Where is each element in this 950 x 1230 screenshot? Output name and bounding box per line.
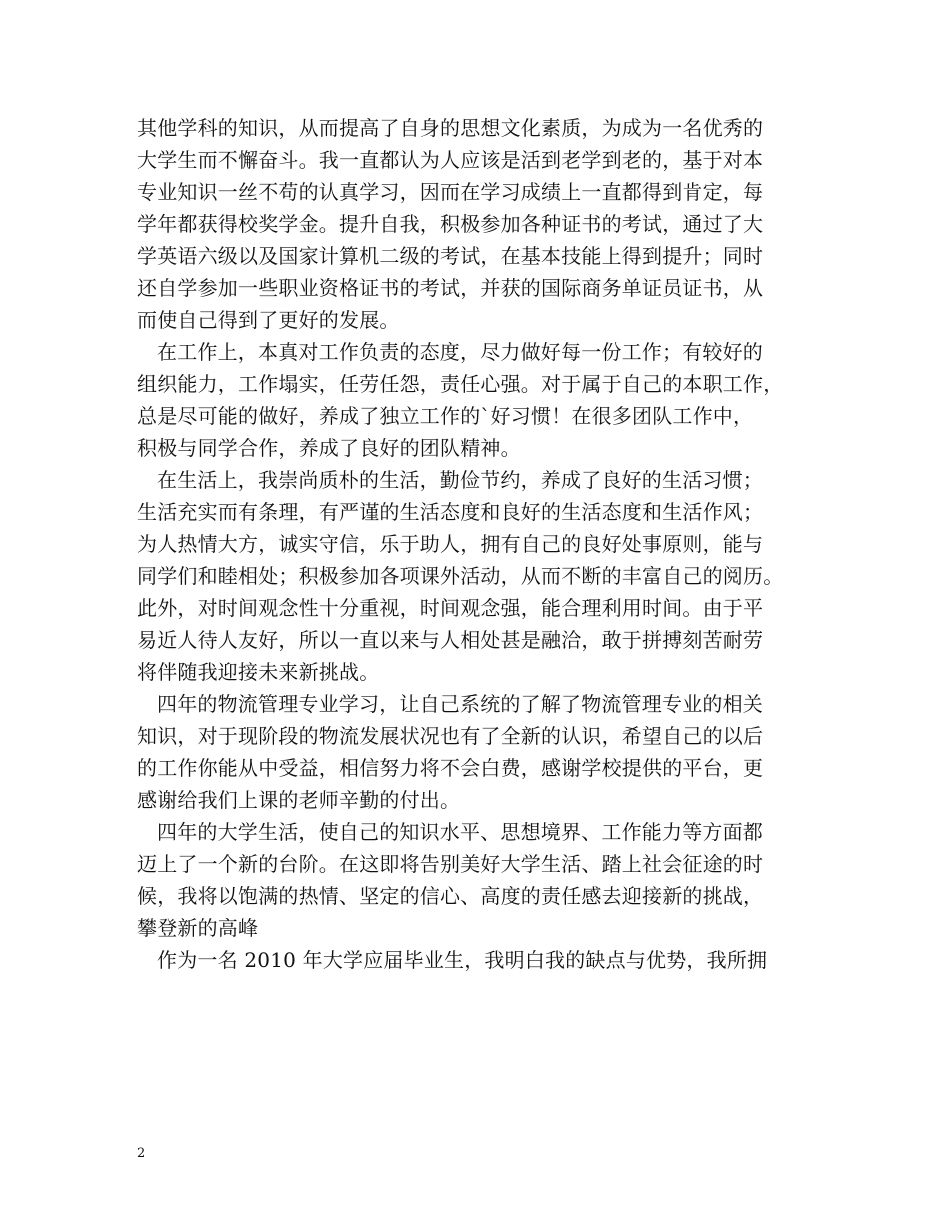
text-line: 专业知识一丝不苟的认真学习，因而在学习成绩上一直都得到肯定，每 — [137, 180, 764, 204]
text-line: 积极与同学合作，养成了良好的团队精神。 — [137, 436, 521, 460]
text-line: 易近人待人友好，所以一直以来与人相处甚是融洽，敢于拼搏刻苦耐劳 — [137, 628, 764, 652]
text-line: 知识，对于现阶段的物流发展状况也有了全新的认识，希望自己的以后 — [137, 724, 764, 748]
text-line: 此外，对时间观念性十分重视，时间观念强，能合理利用时间。由于平 — [137, 596, 764, 620]
text-line: 攀登新的高峰 — [137, 916, 259, 940]
text-line: 学英语六级以及国家计算机二级的考试，在基本技能上得到提升；同时 — [137, 244, 764, 268]
text-line: 候，我将以饱满的热情、坚定的信心、高度的责任感去迎接新的挑战， — [137, 884, 764, 908]
text-line: 总是尽可能的做好，养成了独立工作的`好习惯！在很多团队工作中， — [137, 404, 754, 428]
text-line: 还自学参加一些职业资格证书的考试，并获的国际商务单证员证书，从 — [137, 276, 764, 300]
paragraph-start-line: 在工作上，本真对工作负责的态度，尽力做好每一份工作；有较好的 — [157, 340, 763, 364]
text-line: 生活充实而有条理，有严谨的生活态度和良好的生活态度和生活作风； — [137, 500, 764, 524]
text-line: 同学们和睦相处；积极参加各项课外活动，从而不断的丰富自己的阅历。 — [137, 564, 784, 588]
text-line: 其他学科的知识，从而提高了自身的思想文化素质，为成为一名优秀的 — [137, 116, 764, 140]
text-line: 将伴随我迎接未来新挑战。 — [137, 660, 380, 684]
page-number: 2 — [137, 1146, 146, 1161]
text-line: 为人热情大方，诚实守信，乐于助人，拥有自己的良好处事原则，能与 — [137, 532, 764, 556]
text-line: 学年都获得校奖学金。提升自我，积极参加各种证书的考试，通过了大 — [137, 212, 764, 236]
text-line: 的工作你能从中受益，相信努力将不会白费，感谢学校提供的平台，更 — [137, 756, 764, 780]
body-text — [137, 112, 837, 976]
paragraph-start-line: 四年的大学生活，使自己的知识水平、思想境界、工作能力等方面都 — [157, 820, 763, 844]
text-line: 迈上了一个新的台阶。在这即将告别美好大学生活、踏上社会征途的时 — [137, 852, 764, 876]
paragraph-start-line: 四年的物流管理专业学习，让自己系统的了解了物流管理专业的相关 — [157, 692, 763, 716]
paragraph-start-line: 在生活上，我崇尚质朴的生活，勤俭节约，养成了良好的生活习惯； — [157, 468, 763, 492]
text-line: 感谢给我们上课的老师辛勤的付出。 — [137, 788, 461, 812]
text-line: 而使自己得到了更好的发展。 — [137, 308, 400, 332]
text-line: 组织能力，工作塌实，任劳任怨，责任心强。对于属于自己的本职工作， — [137, 372, 784, 396]
text-line: 大学生而不懈奋斗。我一直都认为人应该是活到老学到老的，基于对本 — [137, 148, 764, 172]
paragraph-start-line: 作为一名 2010 年大学应届毕业生，我明白我的缺点与优势，我所拥 — [157, 948, 768, 972]
